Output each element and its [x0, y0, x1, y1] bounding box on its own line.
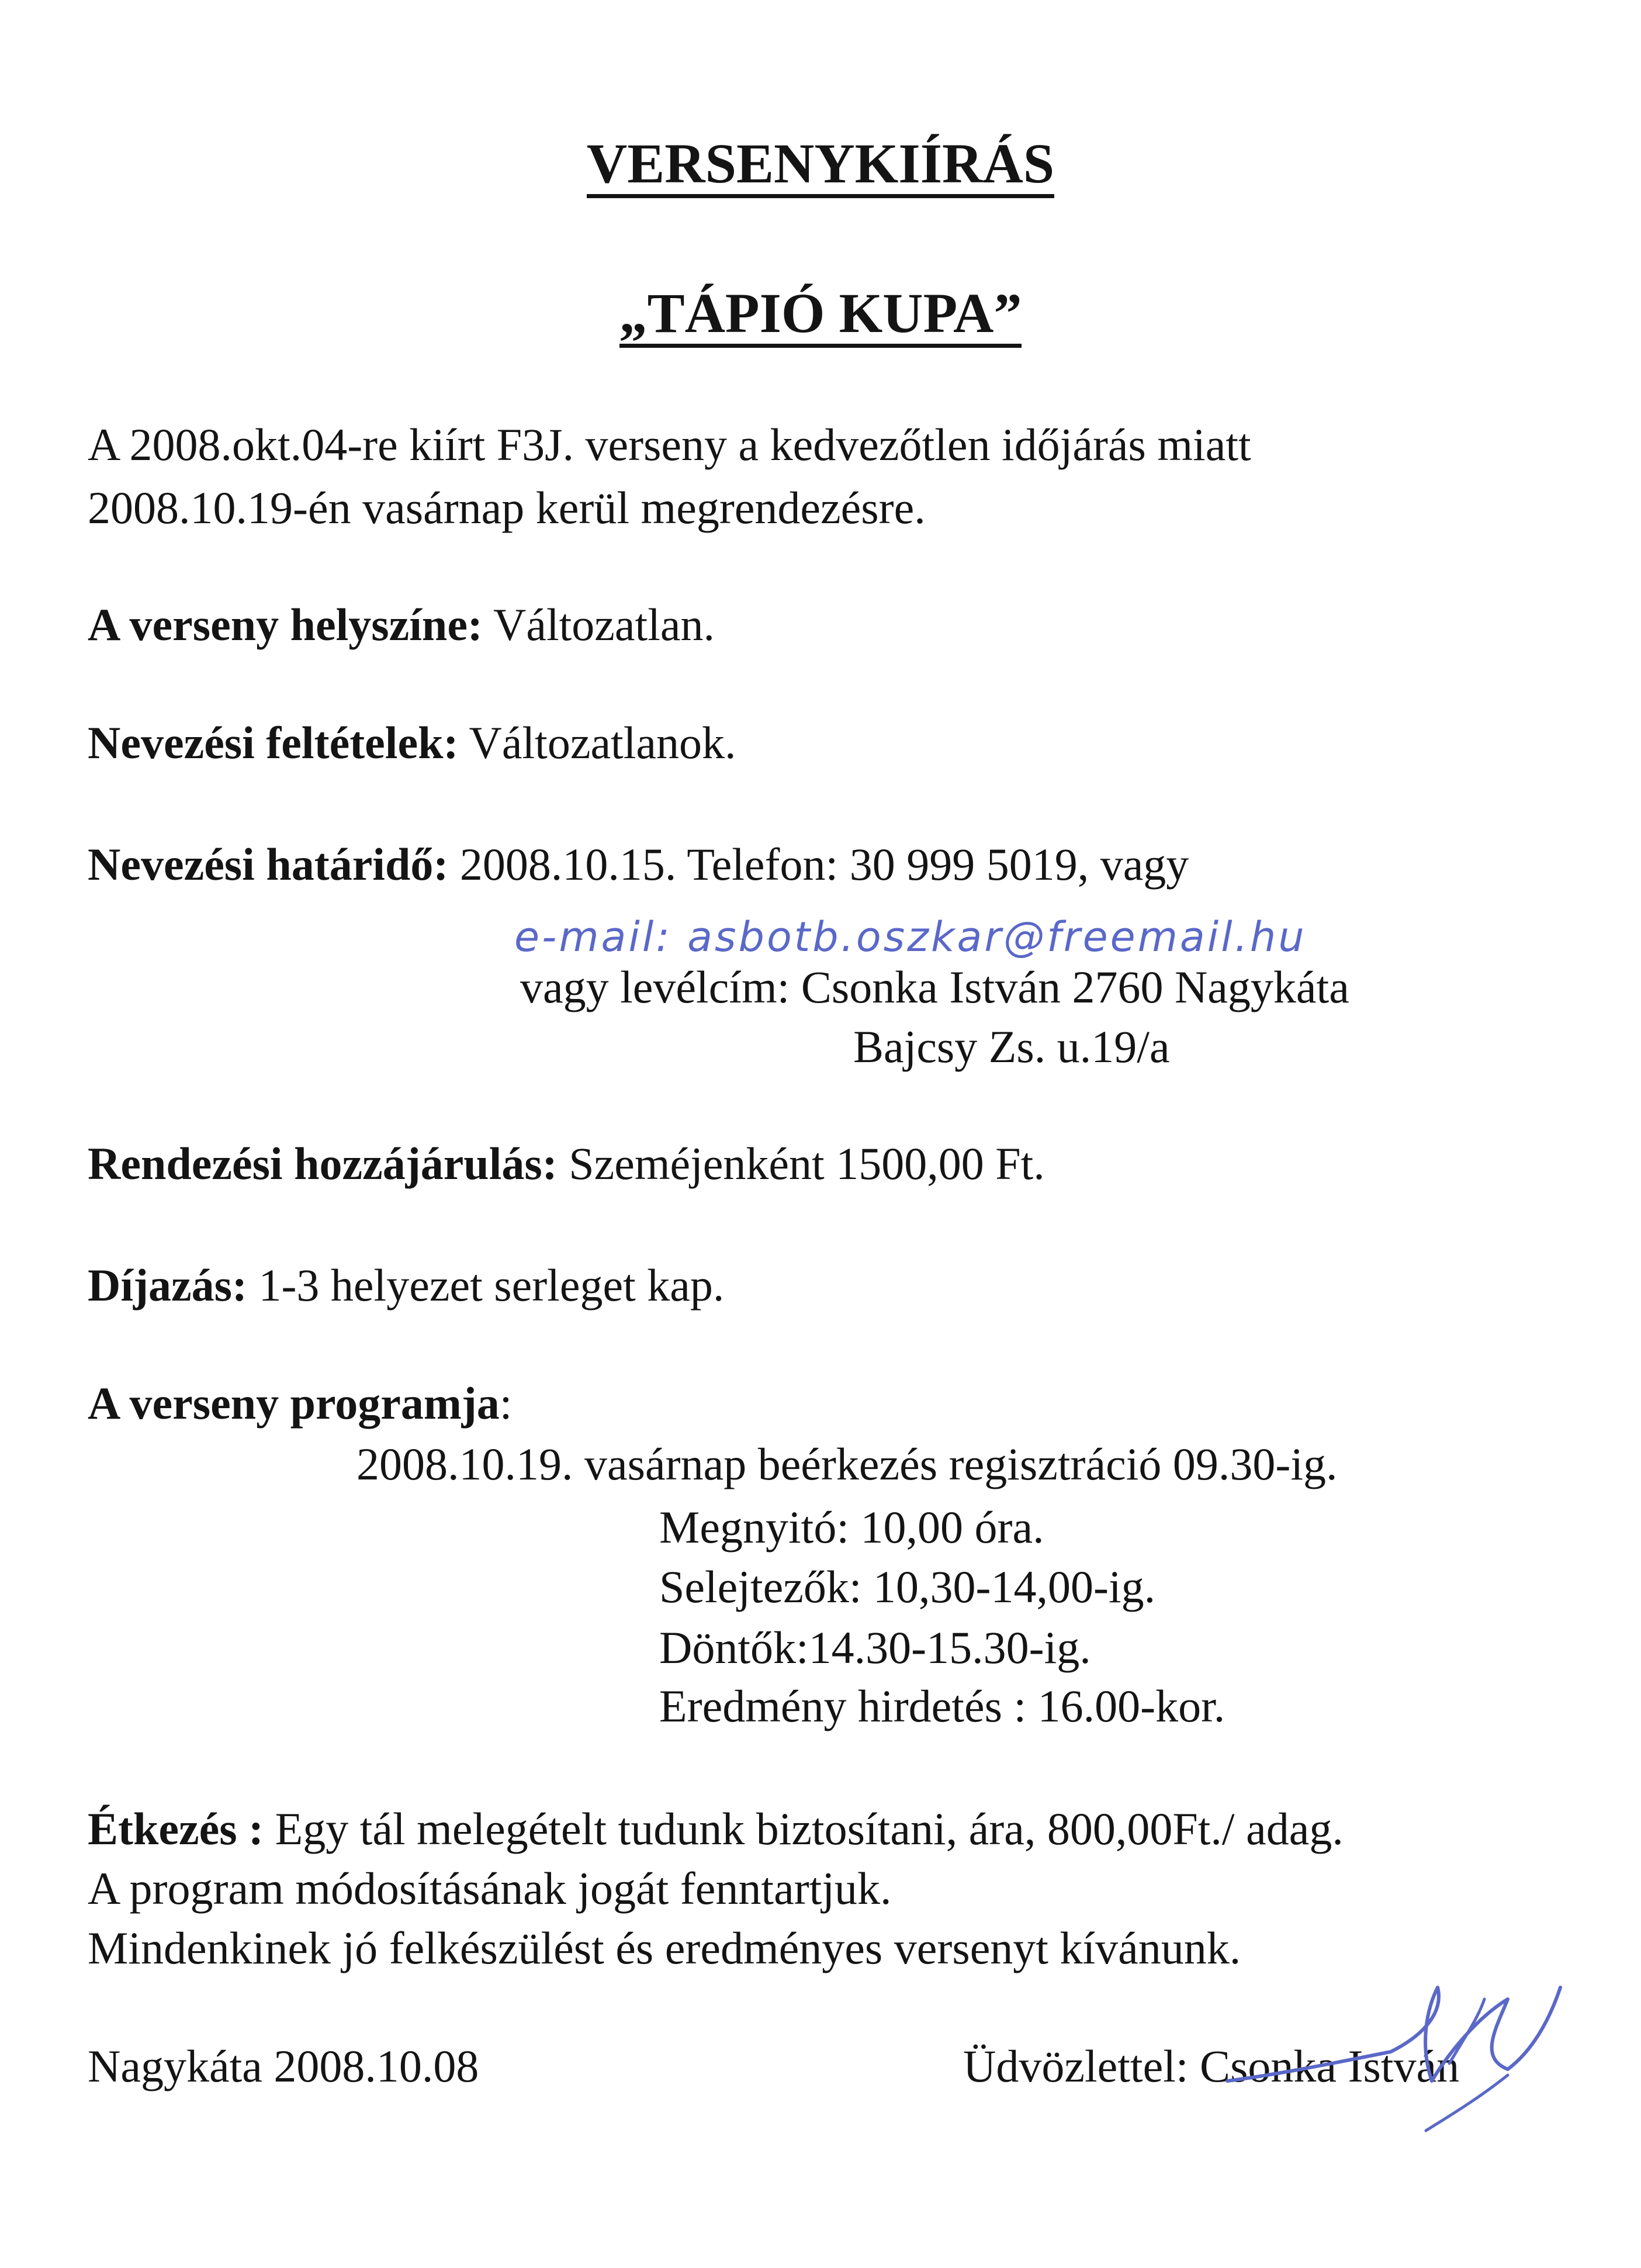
document-title: VERSENYKIÍRÁS: [0, 136, 1641, 198]
deadline-value: 2008.10.15. Telefon: 30 999 5019, vagy: [448, 839, 1189, 890]
meals-value: Egy tál melegételt tudunk biztosítani, ára, 800,00Ft./ adag.: [264, 1803, 1344, 1854]
conditions-value: Változatlanok.: [458, 717, 736, 768]
intro-line-2: 2008.10.19-én vasárnap kerül megrendezésre.: [88, 482, 926, 533]
intro-line-1: A 2008.okt.04-re kiírt F3J. verseny a kedvezőtlen időjárás miatt: [88, 419, 1251, 470]
prizes-label: Díjazás:: [88, 1260, 247, 1311]
venue-value: Változatlan.: [482, 599, 715, 650]
meals-line: [88, 1803, 1344, 1854]
program-line-1: 2008.10.19. vasárnap beérkezés regisztráció 09.30-ig.: [356, 1439, 1338, 1489]
prizes-line: [88, 1260, 725, 1311]
program-line-5: Eredmény hirdetés : 16.00-kor.: [659, 1681, 1225, 1731]
deadline-line: [88, 839, 1189, 890]
place-date: Nagykáta 2008.10.08: [88, 2041, 479, 2091]
venue-label: A verseny helyszíne:: [88, 599, 483, 650]
handwritten-signature-icon: [1204, 1964, 1578, 2139]
program-colon: :: [499, 1378, 513, 1429]
program-heading: [88, 1378, 513, 1429]
conditions-line: [88, 717, 736, 768]
program-line-4: Döntők:14.30-15.30-ig.: [659, 1622, 1091, 1673]
deadline-label: Nevezési határidő:: [88, 839, 449, 890]
conditions-label: Nevezési feltételek:: [88, 717, 459, 768]
note-line-2: Mindenkinek jó felkészülést és eredményes versenyt kívánunk.: [88, 1923, 1241, 1973]
prizes-value: 1-3 helyezet serleget kap.: [247, 1260, 725, 1311]
fee-value: Szeméjenként 1500,00 Ft.: [557, 1138, 1045, 1189]
postal-line-1: vagy levélcím: Csonka István 2760 Nagykáta: [520, 962, 1349, 1012]
program-line-2: Megnyitó: 10,00 óra.: [659, 1502, 1044, 1553]
document-subtitle: „TÁPIÓ KUPA”: [0, 285, 1641, 348]
note-line-1: A program módosításának jogát fenntartjuk.: [88, 1863, 892, 1914]
program-label: A verseny programja: [88, 1378, 500, 1429]
greeting: Üdvözlettel: Csonka István: [963, 2041, 1460, 2091]
fee-line: [88, 1138, 1045, 1189]
venue-line: [88, 599, 715, 650]
program-line-3: Selejtezők: 10,30-14,00-ig.: [659, 1561, 1156, 1612]
fee-label: Rendezési hozzájárulás:: [88, 1138, 558, 1189]
postal-line-2: Bajcsy Zs. u.19/a: [853, 1021, 1170, 1072]
meals-label: Étkezés :: [88, 1803, 264, 1854]
handwritten-email: e-mail: asbotb.oszkar@freemail.hu: [514, 913, 1307, 961]
